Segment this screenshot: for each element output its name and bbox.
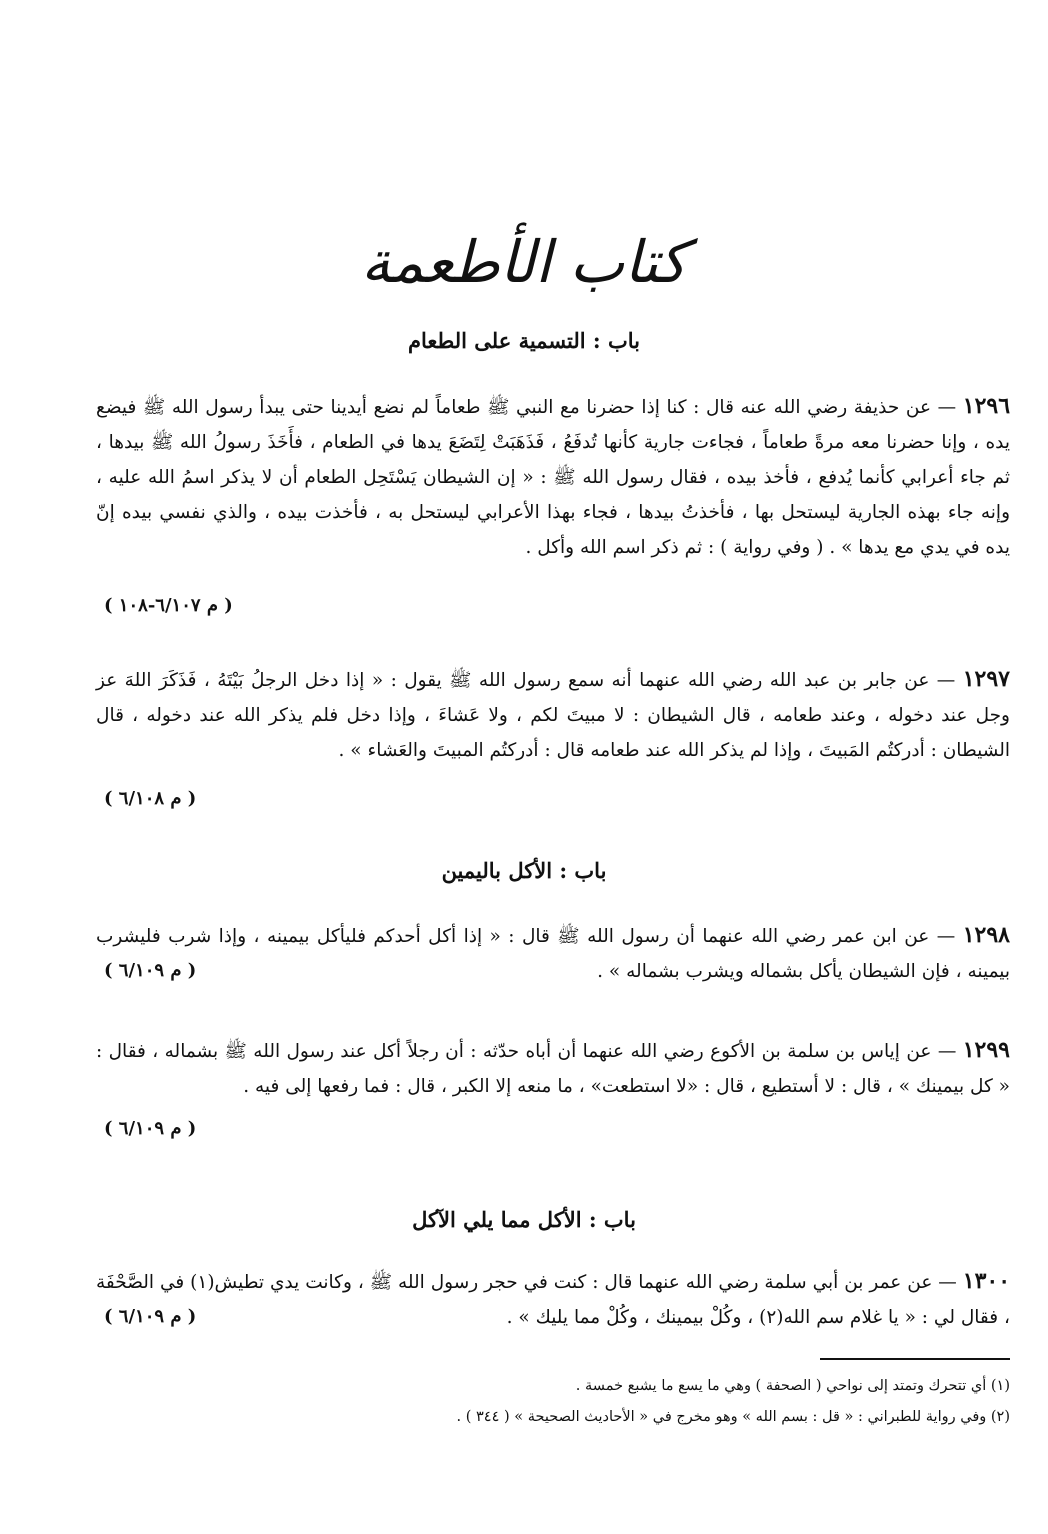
hadith-reference: ( م ٦/١٠٧-١٠٨ ) xyxy=(104,595,233,616)
hadith-text: عن جابر بن عبد الله رضي الله عنهما أنه سمع رسول الله ﷺ يقول : « إذا دخل الرجلُ بَيْتَهُ ، فَذَكَرَ اللهَ عز وجل عند دخوله ، وعند طعامه ، قال الشيطان : لا مبيتَ لكم ، ولا عَشاءَ ، وإذا دخل فلم يذكر الله عند دخوله ، قال الشيطان : أدركتُم المَبيتَ ، وإذا لم يذكر الله عند طعامه قال : أدركتُم المبيتَ والعَشاء » . xyxy=(96,670,1010,761)
hadith-text: عن عمر بن أبي سلمة رضي الله عنهما قال : كنت في حجر رسول الله ﷺ ، وكانت يدي تطيش(١) في الصَّحْفَة ، فقال لي : « يا غلام سم الله(٢) ، وكُلْ بيمينك ، وكُلْ مما يليك » . xyxy=(96,1272,1010,1328)
hadith-number: ١٢٩٨ xyxy=(962,922,1010,948)
hadith-number: ١٢٩٧ xyxy=(962,666,1010,692)
hadith-reference: ( م ٦/١٠٩ ) xyxy=(104,1306,197,1327)
hadith-reference: ( م ٦/١٠٨ ) xyxy=(104,788,197,809)
chapter-heading: باب : الأكل مما يلي الآكل xyxy=(412,1207,636,1232)
hadith-number: ١٣٠٠ xyxy=(962,1268,1011,1294)
hadith-reference: ( م ٦/١٠٩ ) xyxy=(104,960,197,981)
hadith-text: عن ابن عمر رضي الله عنهما أن رسول الله ﷺ قال : « إذا أكل أحدكم فليأكل بيمينه ، وإذا شرب فليشرب بيمينه ، فإن الشيطان يأكل بشماله ويشرب بشماله » . xyxy=(96,926,1010,982)
hadith-dash: — xyxy=(932,1272,957,1293)
hadith-text: عن إياس بن سلمة بن الأكوع رضي الله عنهما أن أباه حدّثه : أن رجلاً أكل عند رسول الله ﷺ بشماله ، فقال : « كل بيمينك » ، قال : لا أستطيع ، قال : «لا استطعت» ، ما منعه إلا الكبر ، قال : فما رفعها إلى فيه . xyxy=(96,1041,1010,1097)
hadith-entry xyxy=(96,918,1010,989)
hadith-entry xyxy=(96,1264,1010,1335)
hadith-dash: — xyxy=(929,926,956,947)
chapter-heading: باب : التسمية على الطعام xyxy=(407,328,641,353)
hadith-entry xyxy=(96,1033,1010,1104)
hadith-dash: — xyxy=(929,670,956,691)
hadith-entry xyxy=(96,662,1010,768)
book-title: كتاب الأطعمة xyxy=(360,228,688,296)
footnote: (٢) وفي رواية للطبراني : « قل : بسم الله » وهو مخرج في « الأحاديث الصحيحة » ( ٣٤٤ ) . xyxy=(456,1409,1010,1425)
hadith-number: ١٢٩٩ xyxy=(962,1037,1010,1063)
hadith-entry xyxy=(96,389,1010,565)
hadith-dash: — xyxy=(931,1041,957,1062)
hadith-text: عن حذيفة رضي الله عنه قال : كنا إذا حضرنا مع النبي ﷺ طعاماً لم نضع أيدينا حتى يبدأ رسول الله ﷺ فيضع يده ، وإنا حضرنا معه مرةً طعاماً ، فجاءت جارية كأنها تُدفَعُ ، فَذَهَبَتْ لِتَضَعَ يدها في الطعام ، فأَخَذَ رسولُ الله ﷺ بيدها ، ثم جاء أعرابي كأنما يُدفع ، فأخذ بيده ، فقال رسول الله ﷺ : « إن الشيطان يَسْتَحِل الطعام أن لا يذكر اسمُ الله عليه ، وإنه جاء بهذه الجارية ليستحل بها ، فأخذتُ بيدها ، فجاء بهذا الأعرابي ليستحل به ، فأخذت بيده ، والذي نفسي بيده إنّ يده في يدي مع يدها » . ( وفي رواية ) : ثم ذكر اسم الله وأكل . xyxy=(96,397,1010,558)
chapter-heading: باب : الأكل باليمين xyxy=(441,858,607,883)
footnote: (١) أي تتحرك وتمتد إلى نواحي ( الصحفة ) وهي ما يسع ما يشبع خمسة . xyxy=(575,1378,1010,1394)
hadith-number: ١٢٩٦ xyxy=(962,393,1011,419)
footnote-divider xyxy=(820,1358,1010,1360)
hadith-dash: — xyxy=(931,397,957,418)
hadith-reference: ( م ٦/١٠٩ ) xyxy=(104,1118,197,1139)
